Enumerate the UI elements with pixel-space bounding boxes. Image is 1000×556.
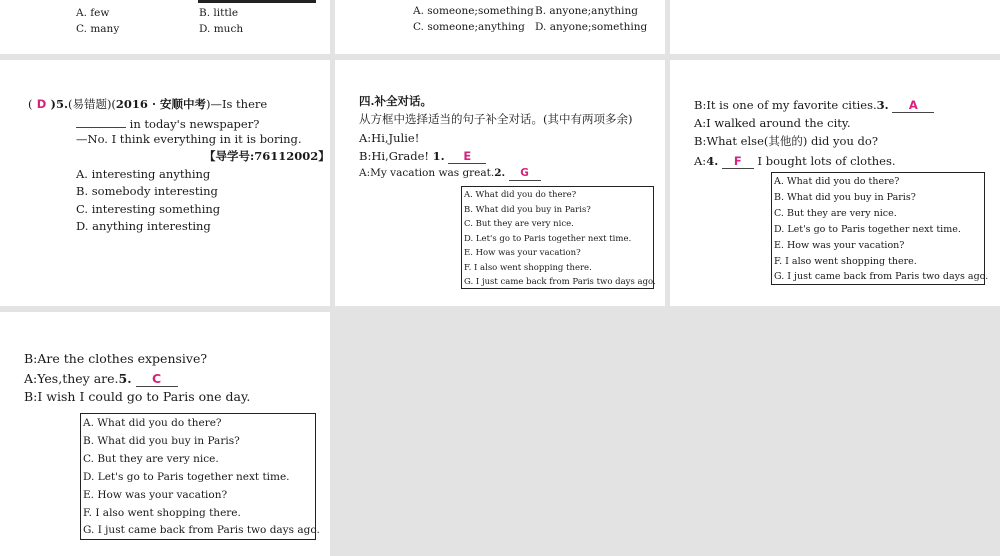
section-heading: 四.补全对话。 [359,94,433,108]
dialogue-line-3: B:I wish I could go to Paris one day. [24,389,251,404]
choice-e: E. How was your vacation? [774,239,905,251]
question-5-line-2: in today's newspaper? [76,117,259,131]
option-d: D. much [199,23,244,35]
choice-c: C. But they are very nice. [464,219,574,229]
choice-e: E. How was your vacation? [464,248,581,258]
choice-box [771,172,989,285]
choice-b: B. What did you buy in Paris? [774,191,916,203]
choice-a: A. What did you do there? [83,417,222,429]
option-b: B. anyone;anything [535,5,638,17]
option-c: C. interesting something [76,202,221,216]
dialogue-line-3: B:What else(其他的) did you do? [694,134,878,148]
option-a: A. interesting anything [76,167,211,181]
panel-question-5 [0,60,330,306]
choice-b: B. What did you buy in Paris? [83,434,240,447]
choice-e: E. How was your vacation? [83,488,228,501]
choice-d: D. Let's go to Paris together next time. [83,470,290,483]
answer-mark: D [36,97,47,111]
choice-f: F. I also went shopping there. [774,255,917,267]
choice-g: G. I just came back from Paris two days ago. [464,277,656,287]
answer-2: G [509,168,541,181]
choice-a: A. What did you do there? [774,176,900,187]
choice-d: D. Let's go to Paris together next time. [774,223,961,235]
dialogue-line-2: A:I walked around the city. [694,116,851,130]
answer-3: A [892,99,934,113]
choice-g: G. I just came back from Paris two days ago. [83,524,320,537]
answer-5: C [136,372,178,387]
panel-top-left [0,0,330,54]
option-b: B. somebody interesting [76,184,218,198]
dialogue-line-4: A:4. F I bought lots of clothes. [694,154,896,168]
dialogue-line-2: A:Yes,they are.5. C [24,372,178,387]
choice-g: G. I just came back from Paris two days ago. [774,271,989,283]
section-instruction: 从方框中选择适当的句子补全对话。(其中有两项多余) [359,112,633,126]
partial-bracket-line [198,0,316,3]
option-b: B. little [199,7,239,19]
panel-dialogue-end [0,312,330,556]
answer-1: E [448,150,486,164]
answer-4: F [722,155,754,169]
panel-dialogue-continued [670,60,1000,306]
panel-top-right [670,0,1000,54]
guide-code: 【导学号:76112002】 [204,149,330,163]
option-d: D. anyone;something [535,21,648,33]
choice-d: D. Let's go to Paris together next time. [464,233,632,244]
choice-b: B. What did you buy in Paris? [464,204,591,215]
dialogue-line-3: A:My vacation was great.2. G [359,168,541,181]
answer-blank [76,117,126,128]
option-c: C. someone;anything [413,21,525,33]
option-a: A. few [76,7,110,19]
choice-c: C. But they are very nice. [83,452,219,465]
dialogue-line-1: A:Hi,Julie! [359,131,420,145]
choice-box [80,413,320,540]
choice-f: F. I also went shopping there. [83,506,241,519]
option-a: A. someone;something [413,5,534,17]
question-5-reply: —No. I think everything in it is boring. [76,132,302,146]
panel-top-middle [335,0,665,54]
choice-f: F. I also went shopping there. [464,262,592,273]
option-d: D. anything interesting [76,219,211,233]
dialogue-line-2: B:Hi,Grade! 1. E [359,150,486,164]
option-c: C. many [76,23,120,35]
question-5-line: ( D )5.(易错题)(2016 · 安顺中考)—Is there [28,97,268,111]
choice-c: C. But they are very nice. [774,207,897,219]
dialogue-line-1: B:Are the clothes expensive? [24,351,208,366]
choice-a: A. What did you do there? [464,190,577,200]
dialogue-line-1: B:It is one of my favorite cities.3. A [694,99,934,113]
choice-box [461,186,654,289]
panel-section-4 [335,60,665,306]
